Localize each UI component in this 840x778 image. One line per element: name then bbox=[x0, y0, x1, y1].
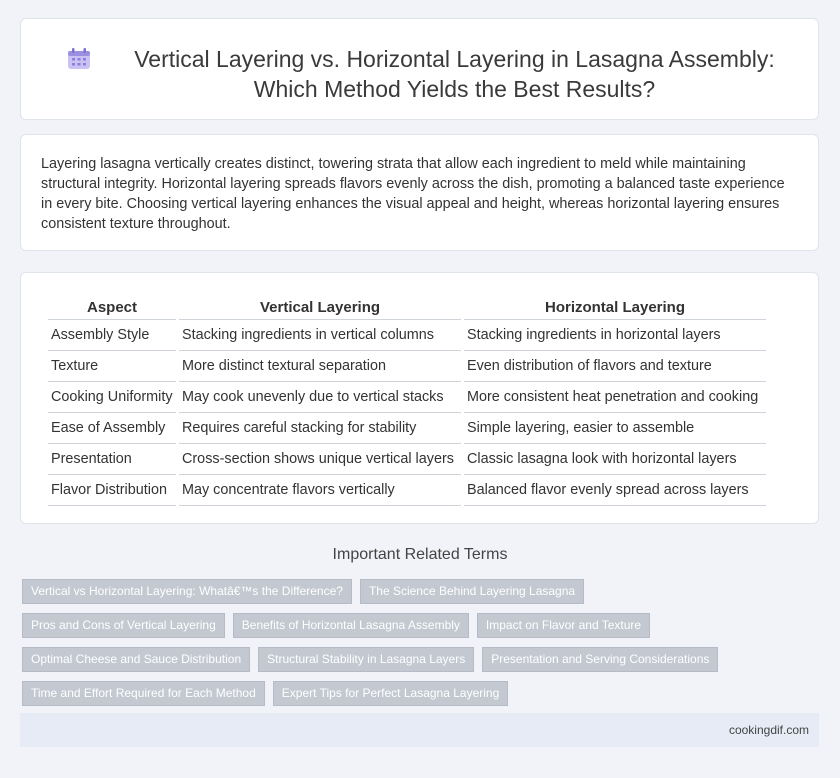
table-cell: May cook unevenly due to vertical stacks bbox=[179, 382, 461, 413]
comparison-table bbox=[45, 295, 769, 506]
table-row bbox=[48, 444, 766, 475]
related-term-tag[interactable]: Pros and Cons of Vertical Layering bbox=[22, 613, 225, 638]
intro-paragraph: Layering lasagna vertically creates distinct, towering strata that allow each ingredient to meld while maintaining structural integrity. Horizontal layering spreads flavors evenly across the dish, promoting a balanced taste experience in every bite. Choosing vertical layering enhances the visual appeal and height, whereas horizontal layering ensures consistent texture throughout. bbox=[41, 156, 785, 232]
column-header: Horizontal Layering bbox=[464, 295, 766, 320]
table-row bbox=[48, 475, 766, 506]
table-cell: Presentation bbox=[48, 444, 176, 475]
comparison-card bbox=[20, 272, 819, 524]
table-row bbox=[48, 382, 766, 413]
table-cell: More consistent heat penetration and cooking bbox=[464, 382, 766, 413]
related-term-tag[interactable]: Benefits of Horizontal Lasagna Assembly bbox=[233, 613, 469, 638]
table-cell: Stacking ingredients in horizontal layers bbox=[464, 320, 766, 351]
table-cell: Even distribution of flavors and texture bbox=[464, 351, 766, 382]
table-cell: Assembly Style bbox=[48, 320, 176, 351]
related-term-tag[interactable]: Structural Stability in Lasagna Layers bbox=[258, 647, 474, 672]
table-cell: Balanced flavor evenly spread across layers bbox=[464, 475, 766, 506]
table-cell: Ease of Assembly bbox=[48, 413, 176, 444]
table-cell: Texture bbox=[48, 351, 176, 382]
related-terms-heading: Important Related Terms bbox=[332, 546, 508, 563]
related-term-tag[interactable]: Expert Tips for Perfect Lasagna Layering bbox=[273, 681, 508, 706]
related-term-tag[interactable]: Vertical vs Horizontal Layering: Whatâ€™s the Difference? bbox=[22, 579, 352, 604]
table-cell: Requires careful stacking for stability bbox=[179, 413, 461, 444]
related-term-tag[interactable]: Optimal Cheese and Sauce Distribution bbox=[22, 647, 250, 672]
table-cell: Stacking ingredients in vertical columns bbox=[179, 320, 461, 351]
related-term-tag[interactable]: Presentation and Serving Considerations bbox=[482, 647, 718, 672]
table-row bbox=[48, 320, 766, 351]
table-cell: Cooking Uniformity bbox=[48, 382, 176, 413]
related-term-tag[interactable]: Time and Effort Required for Each Method bbox=[22, 681, 265, 706]
page-title: Vertical Layering vs. Horizontal Layering in Lasagna Assembly: Which Method Yields the Best Results? bbox=[134, 46, 775, 102]
table-cell: More distinct textural separation bbox=[179, 351, 461, 382]
table-cell: Flavor Distribution bbox=[48, 475, 176, 506]
intro-card bbox=[20, 134, 819, 251]
calendar-icon bbox=[67, 48, 91, 70]
site-name[interactable]: cookingdif.com bbox=[728, 723, 809, 737]
related-term-tag[interactable]: Impact on Flavor and Texture bbox=[477, 613, 650, 638]
table-cell: Classic lasagna look with horizontal layers bbox=[464, 444, 766, 475]
table-cell: Simple layering, easier to assemble bbox=[464, 413, 766, 444]
table-cell: Cross-section shows unique vertical layers bbox=[179, 444, 461, 475]
related-terms-list bbox=[22, 579, 792, 706]
table-row bbox=[48, 413, 766, 444]
table-row bbox=[48, 351, 766, 382]
table-cell: May concentrate flavors vertically bbox=[179, 475, 461, 506]
footer bbox=[20, 713, 819, 747]
title-card bbox=[20, 18, 819, 120]
column-header: Vertical Layering bbox=[179, 295, 461, 320]
table-header-row bbox=[48, 295, 766, 320]
column-header: Aspect bbox=[48, 295, 176, 320]
related-term-tag[interactable]: The Science Behind Layering Lasagna bbox=[360, 579, 584, 604]
